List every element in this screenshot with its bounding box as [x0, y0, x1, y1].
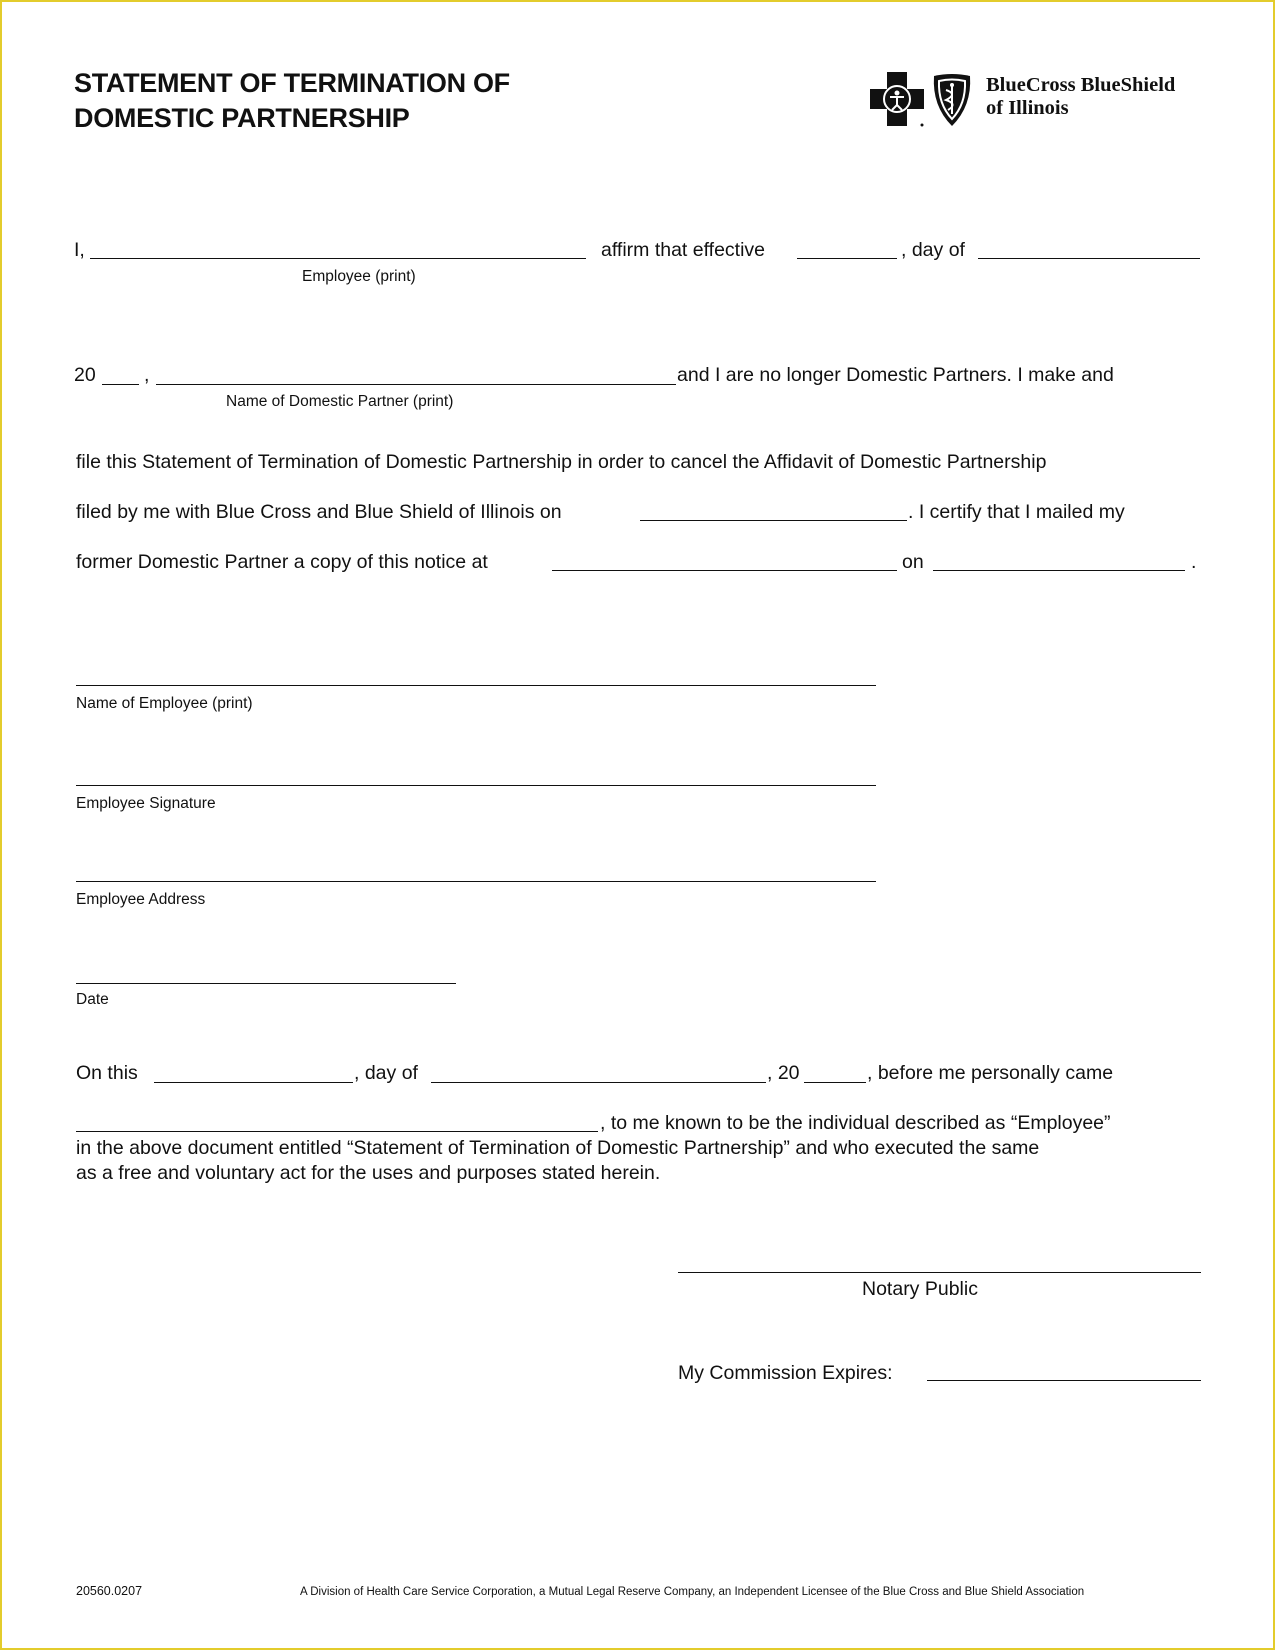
employee-address-label: Employee Address	[76, 891, 206, 908]
employee-address-field[interactable]	[76, 881, 876, 882]
notary-line-2: in the above document entitled “Statement of Termination of Domestic Partnership” and who executed the same	[76, 1137, 1040, 1159]
year-field[interactable]	[102, 384, 139, 385]
known-text: , to me known to be the individual described as “Employee”	[600, 1112, 1111, 1134]
on-this-text: On this	[76, 1062, 138, 1084]
before-me-text: , before me personally came	[867, 1062, 1114, 1084]
certify-text: . I certify that I mailed my	[908, 501, 1125, 523]
notary-year-prefix: , 20	[767, 1062, 800, 1084]
employee-print-field[interactable]	[90, 258, 586, 259]
i-prefix: I,	[74, 239, 85, 261]
affirm-text: affirm that effective	[601, 239, 766, 261]
form-number: 20560.0207	[76, 1584, 143, 1598]
date-label: Date	[76, 991, 109, 1008]
notary-public-label: Notary Public	[862, 1278, 978, 1300]
notary-day-of-text: , day of	[354, 1062, 418, 1084]
notice-date-field[interactable]	[933, 570, 1185, 571]
employee-name-field[interactable]	[76, 685, 876, 686]
employee-name-label: Name of Employee (print)	[76, 695, 253, 712]
date-field[interactable]	[76, 983, 456, 984]
notary-individual-field[interactable]	[76, 1131, 598, 1132]
period-text: .	[1191, 551, 1197, 573]
former-partner-text: former Domestic Partner a copy of this notice at	[76, 551, 488, 573]
footer-disclaimer: A Division of Health Care Service Corporation, a Mutual Legal Reserve Company, an Independent Licensee of the Blue Cross and Blue Shield Association	[300, 1586, 1085, 1598]
on-text: on	[902, 551, 924, 573]
notary-signature-field[interactable]	[678, 1272, 1201, 1273]
notary-line-3: as a free and voluntary act for the uses and purposes stated herein.	[76, 1162, 661, 1184]
shield-logo-icon	[930, 72, 974, 128]
employee-signature-label: Employee Signature	[76, 795, 216, 812]
brand-line-2: of Illinois	[986, 97, 1069, 119]
title-line-1: STATEMENT OF TERMINATION OF	[74, 68, 510, 98]
notary-year-field[interactable]	[804, 1082, 866, 1083]
partner-name-field[interactable]	[156, 384, 676, 385]
form-title	[74, 66, 510, 136]
commission-expires-field[interactable]	[927, 1380, 1201, 1381]
no-longer-text: and I are no longer Domestic Partners. I make and	[677, 364, 1114, 386]
title-line-2: DOMESTIC PARTNERSHIP	[74, 103, 410, 133]
effective-day-field[interactable]	[797, 258, 897, 259]
brand-name	[986, 74, 1175, 120]
notary-day-field[interactable]	[154, 1082, 353, 1083]
cross-logo-icon	[870, 72, 924, 128]
effective-month-field[interactable]	[978, 258, 1200, 259]
year-prefix: 20	[74, 364, 96, 386]
commission-expires-text: My Commission Expires:	[678, 1362, 893, 1384]
affidavit-date-field[interactable]	[640, 520, 907, 521]
comma-text: ,	[144, 364, 150, 386]
bcbs-logo	[870, 72, 1210, 134]
file-line-text: file this Statement of Termination of Domestic Partnership in order to cancel the Affidavit of Domestic Partnership	[76, 451, 1047, 473]
filed-by-text: filed by me with Blue Cross and Blue Shield of Illinois on	[76, 501, 562, 523]
partner-name-caption: Name of Domestic Partner (print)	[226, 393, 454, 410]
brand-line-1: BlueCross BlueShield	[986, 74, 1176, 96]
day-of-text: , day of	[901, 239, 965, 261]
employee-signature-field[interactable]	[76, 785, 876, 786]
employee-print-caption: Employee (print)	[302, 268, 416, 285]
notice-address-field[interactable]	[552, 570, 897, 571]
notary-month-field[interactable]	[431, 1082, 766, 1083]
